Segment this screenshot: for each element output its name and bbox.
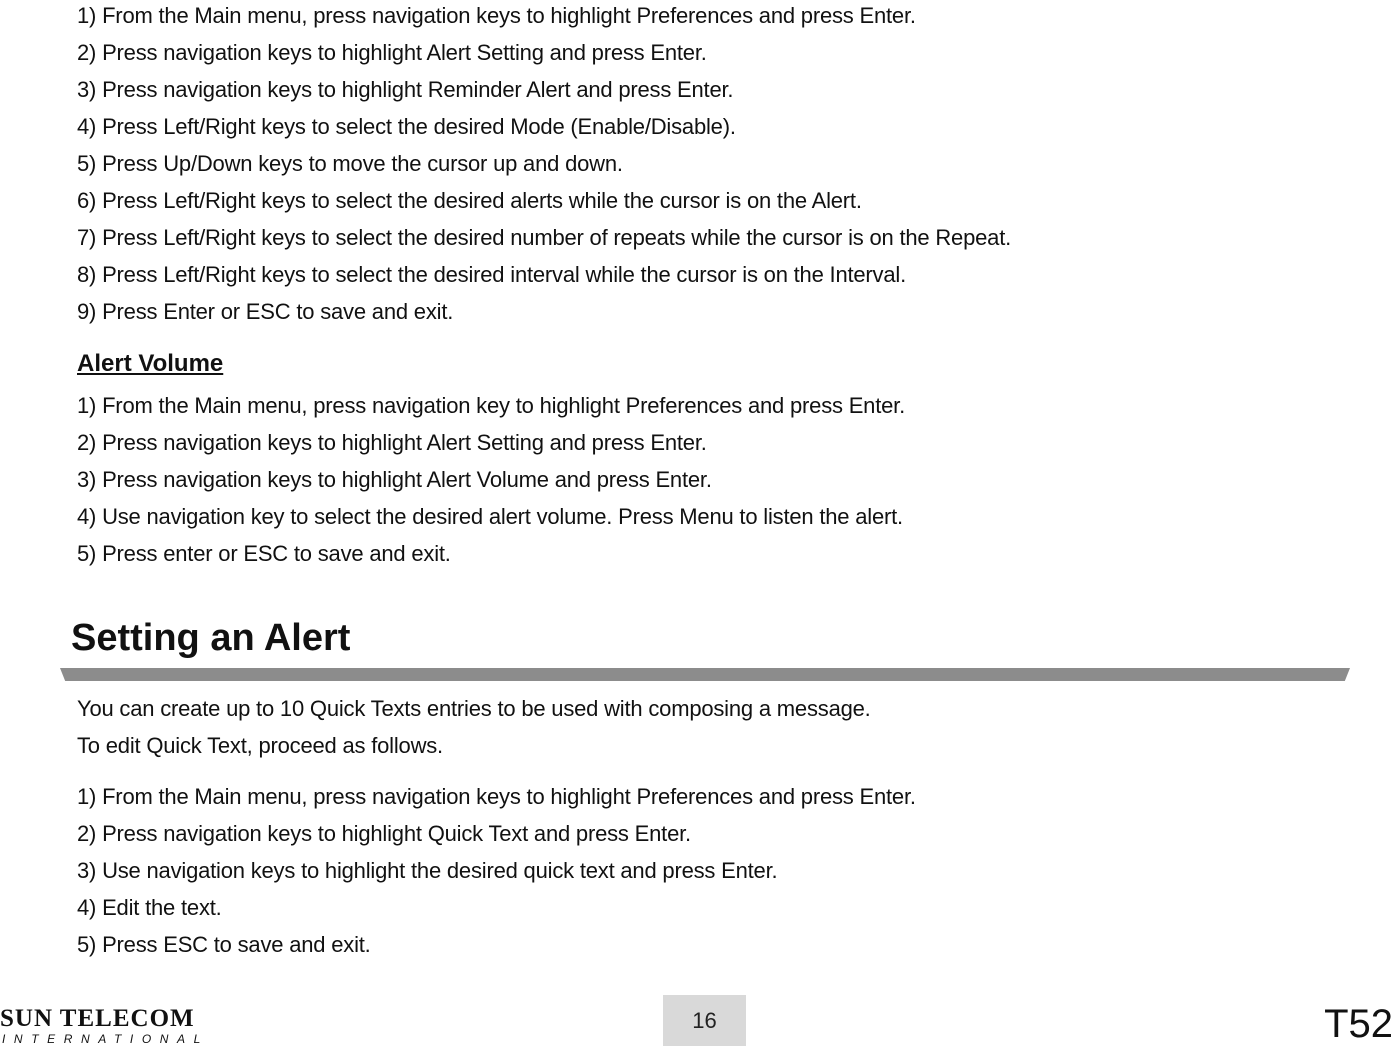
setting-step-3: 3) Use navigation keys to highlight the desired quick text and press Enter. — [77, 858, 778, 883]
page-number-label: 16 — [692, 1007, 717, 1033]
alert-volume-heading: Alert Volume — [77, 350, 224, 377]
page-number — [663, 995, 746, 1046]
setting-step-2: 2) Press navigation keys to highlight Quick Text and press Enter. — [77, 821, 691, 846]
setting-intro-1: You can create up to 10 Quick Texts entries to be used with composing a message. — [77, 696, 871, 721]
section-title: Setting an Alert — [71, 617, 351, 659]
alert-volume-step-2: 2) Press navigation keys to highlight Alert Setting and press Enter. — [77, 430, 707, 455]
reminder-step-4: 4) Press Left/Right keys to select the desired Mode (Enable/Disable). — [77, 114, 736, 139]
reminder-step-6: 6) Press Left/Right keys to select the desired alerts while the cursor is on the Alert. — [77, 188, 862, 213]
reminder-step-2: 2) Press navigation keys to highlight Alert Setting and press Enter. — [77, 40, 707, 65]
alert-volume-step-1: 1) From the Main menu, press navigation key to highlight Preferences and press Enter. — [77, 393, 905, 418]
company-logo — [0, 1005, 252, 1046]
alert-volume-step-4: 4) Use navigation key to select the desired alert volume. Press Menu to listen the alert. — [77, 504, 903, 529]
logo-main-text: SUN TELECOM — [0, 1005, 195, 1032]
alert-volume-step-3: 3) Press navigation keys to highlight Alert Volume and press Enter. — [77, 467, 712, 492]
setting-intro-2: To edit Quick Text, proceed as follows. — [77, 733, 443, 758]
reminder-step-7: 7) Press Left/Right keys to select the desired number of repeats while the cursor is on the Repeat. — [77, 225, 1012, 250]
section-divider — [60, 668, 1350, 681]
logo-sub-text: INTERNATIONAL — [2, 1032, 209, 1046]
setting-step-5: 5) Press ESC to save and exit. — [77, 932, 371, 957]
reminder-step-8: 8) Press Left/Right keys to select the desired interval while the cursor is on the Interval. — [77, 262, 906, 287]
reminder-step-9: 9) Press Enter or ESC to save and exit. — [77, 299, 454, 324]
reminder-step-1: 1) From the Main menu, press navigation keys to highlight Preferences and press Enter. — [77, 3, 916, 28]
setting-step-1: 1) From the Main menu, press navigation keys to highlight Preferences and press Enter. — [77, 784, 916, 809]
alert-volume-step-5: 5) Press enter or ESC to save and exit. — [77, 541, 451, 566]
setting-step-4: 4) Edit the text. — [77, 895, 222, 920]
model-label: T52 — [1324, 1002, 1393, 1046]
reminder-step-3: 3) Press navigation keys to highlight Reminder Alert and press Enter. — [77, 77, 734, 102]
reminder-step-5: 5) Press Up/Down keys to move the cursor up and down. — [77, 151, 623, 176]
